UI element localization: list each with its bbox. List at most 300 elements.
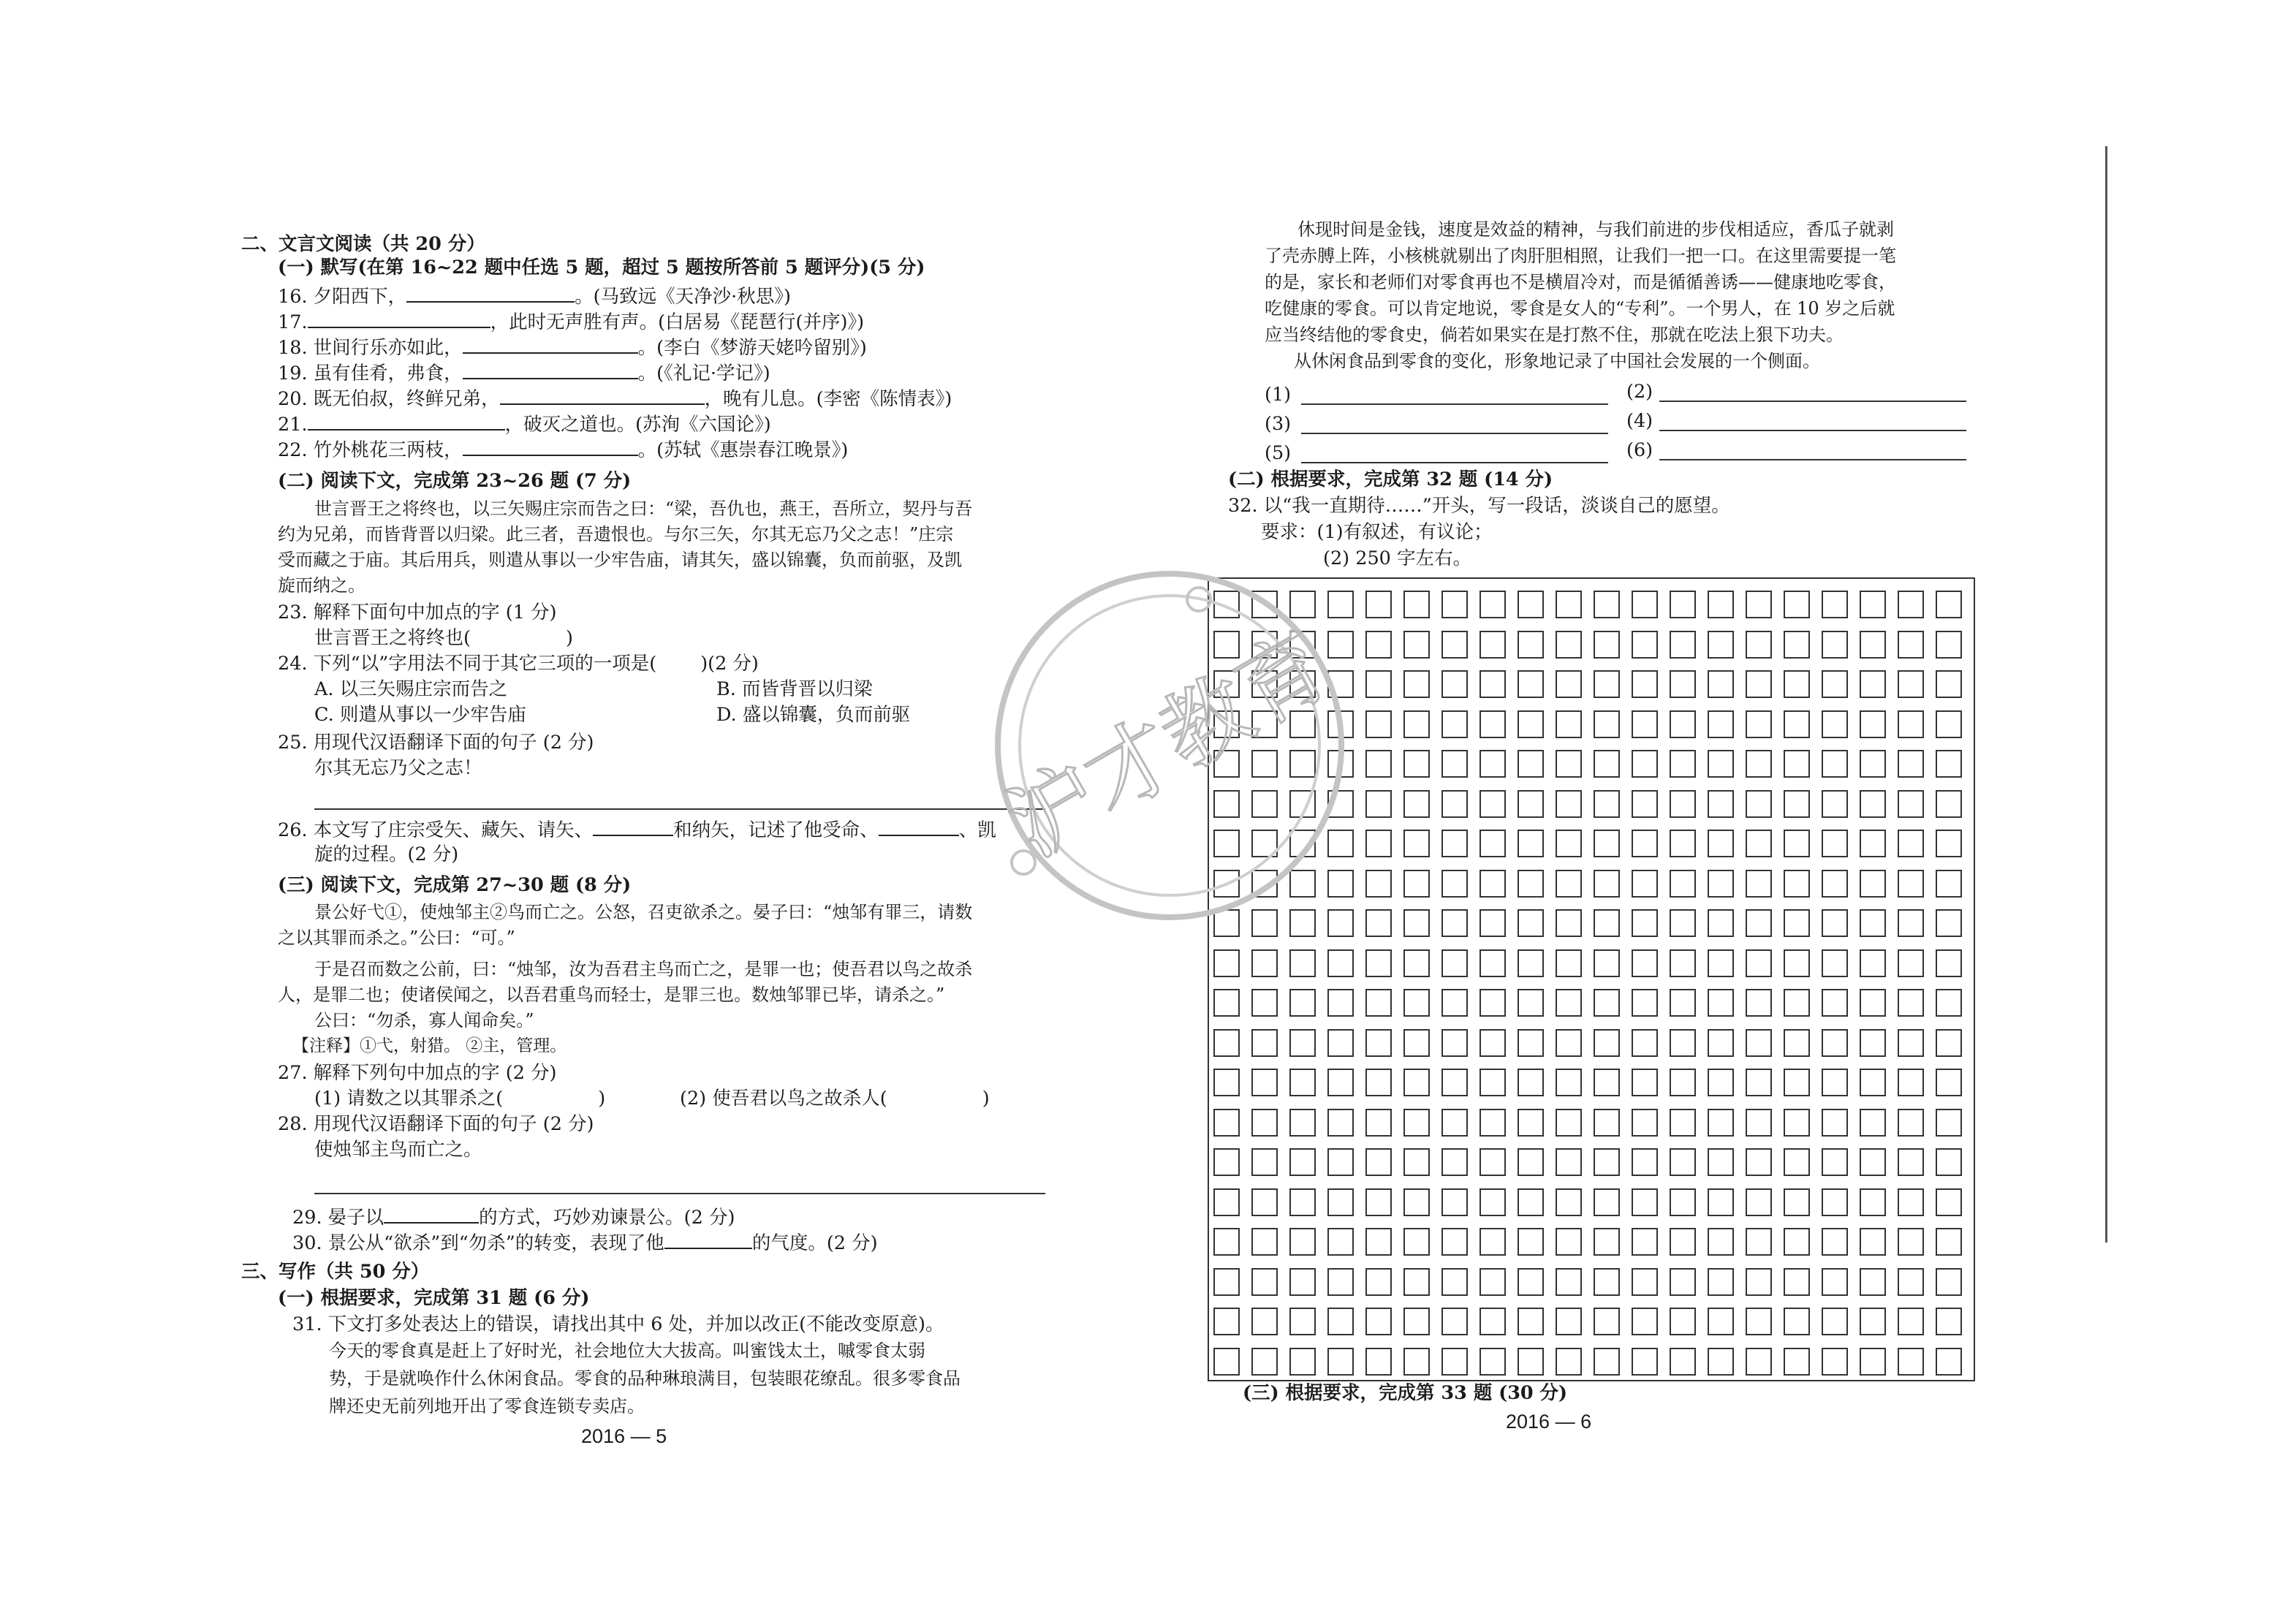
grid-cell[interactable] — [1403, 1188, 1430, 1216]
grid-cell[interactable] — [1708, 1268, 1734, 1296]
grid-cell[interactable] — [1746, 631, 1772, 659]
grid-cell[interactable] — [1632, 870, 1658, 898]
grid-cell[interactable] — [1822, 1148, 1848, 1176]
grid-cell[interactable] — [1784, 1029, 1810, 1057]
grid-cell[interactable] — [1289, 1348, 1316, 1376]
grid-cell[interactable] — [1327, 1188, 1354, 1216]
grid-cell[interactable] — [1365, 830, 1392, 857]
grid-cell[interactable] — [1898, 1029, 1924, 1057]
grid-cell[interactable] — [1403, 1069, 1430, 1096]
answer-2-line[interactable] — [1659, 401, 1966, 402]
answer-6-line[interactable] — [1659, 459, 1966, 460]
grid-cell[interactable] — [1365, 1109, 1392, 1137]
grid-cell[interactable] — [1822, 949, 1848, 977]
grid-cell[interactable] — [1479, 790, 1506, 818]
grid-cell[interactable] — [1479, 591, 1506, 618]
grid-cell[interactable] — [1594, 909, 1620, 937]
grid-cell[interactable] — [1594, 1308, 1620, 1335]
grid-cell[interactable] — [1936, 1069, 1962, 1096]
grid-cell[interactable] — [1403, 1348, 1430, 1376]
answer-1-line[interactable] — [1301, 403, 1608, 405]
grid-cell[interactable] — [1784, 830, 1810, 857]
grid-cell[interactable] — [1518, 1029, 1544, 1057]
grid-cell[interactable] — [1479, 870, 1506, 898]
grid-cell[interactable] — [1708, 1148, 1734, 1176]
grid-cell[interactable] — [1594, 591, 1620, 618]
grid-cell[interactable] — [1251, 1348, 1278, 1376]
grid-cell[interactable] — [1289, 1109, 1316, 1137]
grid-cell[interactable] — [1632, 1268, 1658, 1296]
grid-cell[interactable] — [1441, 1069, 1468, 1096]
grid-cell[interactable] — [1365, 1228, 1392, 1256]
grid-cell[interactable] — [1441, 1029, 1468, 1057]
grid-cell[interactable] — [1632, 1228, 1658, 1256]
grid-cell[interactable] — [1518, 989, 1544, 1017]
grid-cell[interactable] — [1822, 790, 1848, 818]
grid-cell[interactable] — [1594, 830, 1620, 857]
grid-cell[interactable] — [1708, 1029, 1734, 1057]
grid-cell[interactable] — [1670, 1268, 1696, 1296]
grid-cell[interactable] — [1746, 1348, 1772, 1376]
grid-cell[interactable] — [1518, 1268, 1544, 1296]
grid-cell[interactable] — [1670, 1348, 1696, 1376]
grid-cell[interactable] — [1898, 670, 1924, 698]
grid-cell[interactable] — [1556, 1268, 1582, 1296]
grid-cell[interactable] — [1860, 1148, 1886, 1176]
grid-cell[interactable] — [1213, 1109, 1240, 1137]
grid-cell[interactable] — [1479, 989, 1506, 1017]
grid-cell[interactable] — [1518, 830, 1544, 857]
grid-cell[interactable] — [1936, 1228, 1962, 1256]
grid-cell[interactable] — [1860, 710, 1886, 738]
grid-cell[interactable] — [1746, 830, 1772, 857]
grid-cell[interactable] — [1708, 949, 1734, 977]
grid-cell[interactable] — [1784, 1308, 1810, 1335]
grid-cell[interactable] — [1518, 1188, 1544, 1216]
grid-cell[interactable] — [1441, 670, 1468, 698]
grid-cell[interactable] — [1289, 1308, 1316, 1335]
grid-cell[interactable] — [1441, 1188, 1468, 1216]
grid-cell[interactable] — [1556, 591, 1582, 618]
grid-cell[interactable] — [1365, 1308, 1392, 1335]
grid-cell[interactable] — [1746, 710, 1772, 738]
grid-cell[interactable] — [1822, 1308, 1848, 1335]
grid-cell[interactable] — [1251, 1308, 1278, 1335]
grid-cell[interactable] — [1441, 1148, 1468, 1176]
grid-cell[interactable] — [1784, 909, 1810, 937]
grid-cell[interactable] — [1213, 1069, 1240, 1096]
grid-cell[interactable] — [1898, 1188, 1924, 1216]
grid-cell[interactable] — [1213, 989, 1240, 1017]
grid-cell[interactable] — [1441, 1228, 1468, 1256]
grid-cell[interactable] — [1518, 870, 1544, 898]
grid-cell[interactable] — [1556, 790, 1582, 818]
grid-cell[interactable] — [1670, 790, 1696, 818]
grid-cell[interactable] — [1479, 1188, 1506, 1216]
grid-cell[interactable] — [1632, 1148, 1658, 1176]
grid-cell[interactable] — [1365, 1148, 1392, 1176]
grid-cell[interactable] — [1365, 710, 1392, 738]
grid-cell[interactable] — [1746, 949, 1772, 977]
grid-cell[interactable] — [1708, 830, 1734, 857]
grid-cell[interactable] — [1670, 870, 1696, 898]
grid-cell[interactable] — [1860, 870, 1886, 898]
grid-cell[interactable] — [1860, 1188, 1886, 1216]
grid-cell[interactable] — [1213, 1348, 1240, 1376]
grid-cell[interactable] — [1708, 670, 1734, 698]
grid-cell[interactable] — [1784, 870, 1810, 898]
grid-cell[interactable] — [1670, 1109, 1696, 1137]
grid-cell[interactable] — [1708, 1188, 1734, 1216]
grid-cell[interactable] — [1632, 1069, 1658, 1096]
grid-cell[interactable] — [1518, 750, 1544, 778]
grid-cell[interactable] — [1518, 591, 1544, 618]
grid-cell[interactable] — [1289, 1188, 1316, 1216]
grid-cell[interactable] — [1822, 670, 1848, 698]
grid-cell[interactable] — [1365, 989, 1392, 1017]
grid-cell[interactable] — [1898, 1308, 1924, 1335]
grid-cell[interactable] — [1251, 1029, 1278, 1057]
grid-cell[interactable] — [1860, 1109, 1886, 1137]
grid-cell[interactable] — [1518, 949, 1544, 977]
grid-cell[interactable] — [1822, 870, 1848, 898]
grid-cell[interactable] — [1556, 1148, 1582, 1176]
grid-cell[interactable] — [1784, 1069, 1810, 1096]
grid-cell[interactable] — [1403, 949, 1430, 977]
grid-cell[interactable] — [1365, 591, 1392, 618]
grid-cell[interactable] — [1556, 989, 1582, 1017]
grid-cell[interactable] — [1822, 591, 1848, 618]
grid-cell[interactable] — [1632, 989, 1658, 1017]
grid-cell[interactable] — [1670, 1029, 1696, 1057]
grid-cell[interactable] — [1632, 1109, 1658, 1137]
grid-cell[interactable] — [1898, 710, 1924, 738]
grid-cell[interactable] — [1708, 989, 1734, 1017]
grid-cell[interactable] — [1479, 1268, 1506, 1296]
grid-cell[interactable] — [1441, 790, 1468, 818]
grid-cell[interactable] — [1365, 1348, 1392, 1376]
grid-cell[interactable] — [1403, 989, 1430, 1017]
grid-cell[interactable] — [1746, 591, 1772, 618]
grid-cell[interactable] — [1403, 830, 1430, 857]
grid-cell[interactable] — [1860, 790, 1886, 818]
grid-cell[interactable] — [1632, 750, 1658, 778]
grid-cell[interactable] — [1327, 989, 1354, 1017]
grid-cell[interactable] — [1403, 1308, 1430, 1335]
grid-cell[interactable] — [1936, 870, 1962, 898]
grid-cell[interactable] — [1403, 1268, 1430, 1296]
grid-cell[interactable] — [1594, 1268, 1620, 1296]
grid-cell[interactable] — [1518, 670, 1544, 698]
grid-cell[interactable] — [1556, 1188, 1582, 1216]
grid-cell[interactable] — [1365, 750, 1392, 778]
grid-cell[interactable] — [1479, 1029, 1506, 1057]
grid-cell[interactable] — [1632, 670, 1658, 698]
grid-cell[interactable] — [1327, 1348, 1354, 1376]
grid-cell[interactable] — [1403, 591, 1430, 618]
grid-cell[interactable] — [1822, 1268, 1848, 1296]
grid-cell[interactable] — [1213, 1188, 1240, 1216]
grid-cell[interactable] — [1936, 1109, 1962, 1137]
grid-cell[interactable] — [1556, 631, 1582, 659]
grid-cell[interactable] — [1822, 1069, 1848, 1096]
grid-cell[interactable] — [1594, 670, 1620, 698]
grid-cell[interactable] — [1479, 631, 1506, 659]
grid-cell[interactable] — [1936, 790, 1962, 818]
grid-cell[interactable] — [1746, 1069, 1772, 1096]
grid-cell[interactable] — [1403, 750, 1430, 778]
grid-cell[interactable] — [1556, 1029, 1582, 1057]
grid-cell[interactable] — [1441, 870, 1468, 898]
grid-cell[interactable] — [1327, 1029, 1354, 1057]
grid-cell[interactable] — [1479, 1109, 1506, 1137]
grid-cell[interactable] — [1632, 1188, 1658, 1216]
grid-cell[interactable] — [1822, 1109, 1848, 1137]
grid-cell[interactable] — [1898, 1148, 1924, 1176]
grid-cell[interactable] — [1403, 790, 1430, 818]
grid-cell[interactable] — [1479, 830, 1506, 857]
grid-cell[interactable] — [1518, 1228, 1544, 1256]
grid-cell[interactable] — [1289, 1029, 1316, 1057]
grid-cell[interactable] — [1594, 1148, 1620, 1176]
grid-cell[interactable] — [1556, 1228, 1582, 1256]
grid-cell[interactable] — [1632, 1029, 1658, 1057]
grid-cell[interactable] — [1784, 1268, 1810, 1296]
grid-cell[interactable] — [1594, 870, 1620, 898]
grid-cell[interactable] — [1784, 1228, 1810, 1256]
grid-cell[interactable] — [1327, 1228, 1354, 1256]
grid-cell[interactable] — [1746, 1308, 1772, 1335]
grid-cell[interactable] — [1441, 989, 1468, 1017]
grid-cell[interactable] — [1594, 1109, 1620, 1137]
grid-cell[interactable] — [1556, 1308, 1582, 1335]
grid-cell[interactable] — [1289, 949, 1316, 977]
grid-cell[interactable] — [1936, 909, 1962, 937]
grid-cell[interactable] — [1365, 870, 1392, 898]
grid-cell[interactable] — [1936, 949, 1962, 977]
grid-cell[interactable] — [1898, 1228, 1924, 1256]
grid-cell[interactable] — [1670, 710, 1696, 738]
grid-cell[interactable] — [1746, 790, 1772, 818]
grid-cell[interactable] — [1670, 1148, 1696, 1176]
grid-cell[interactable] — [1403, 1029, 1430, 1057]
grid-cell[interactable] — [1784, 750, 1810, 778]
grid-cell[interactable] — [1556, 1348, 1582, 1376]
grid-cell[interactable] — [1898, 949, 1924, 977]
grid-cell[interactable] — [1213, 1268, 1240, 1296]
grid-cell[interactable] — [1403, 909, 1430, 937]
grid-cell[interactable] — [1251, 1228, 1278, 1256]
grid-cell[interactable] — [1213, 1308, 1240, 1335]
grid-cell[interactable] — [1898, 750, 1924, 778]
grid-cell[interactable] — [1251, 1069, 1278, 1096]
grid-cell[interactable] — [1289, 1148, 1316, 1176]
grid-cell[interactable] — [1784, 1348, 1810, 1376]
grid-cell[interactable] — [1746, 989, 1772, 1017]
grid-cell[interactable] — [1365, 1268, 1392, 1296]
grid-cell[interactable] — [1898, 591, 1924, 618]
grid-cell[interactable] — [1708, 1109, 1734, 1137]
grid-cell[interactable] — [1860, 1069, 1886, 1096]
grid-cell[interactable] — [1213, 1148, 1240, 1176]
grid-cell[interactable] — [1708, 710, 1734, 738]
grid-cell[interactable] — [1479, 750, 1506, 778]
grid-cell[interactable] — [1746, 1188, 1772, 1216]
grid-cell[interactable] — [1327, 1148, 1354, 1176]
grid-cell[interactable] — [1822, 989, 1848, 1017]
grid-cell[interactable] — [1479, 949, 1506, 977]
grid-cell[interactable] — [1518, 710, 1544, 738]
grid-cell[interactable] — [1746, 750, 1772, 778]
grid-cell[interactable] — [1403, 1109, 1430, 1137]
grid-cell[interactable] — [1556, 870, 1582, 898]
grid-cell[interactable] — [1441, 949, 1468, 977]
grid-cell[interactable] — [1898, 870, 1924, 898]
grid-cell[interactable] — [1784, 1188, 1810, 1216]
grid-cell[interactable] — [1936, 1348, 1962, 1376]
grid-cell[interactable] — [1746, 1268, 1772, 1296]
grid-cell[interactable] — [1632, 1348, 1658, 1376]
grid-cell[interactable] — [1441, 1308, 1468, 1335]
grid-cell[interactable] — [1213, 949, 1240, 977]
grid-cell[interactable] — [1898, 1069, 1924, 1096]
grid-cell[interactable] — [1670, 670, 1696, 698]
grid-cell[interactable] — [1860, 989, 1886, 1017]
grid-cell[interactable] — [1556, 909, 1582, 937]
grid-cell[interactable] — [1784, 1109, 1810, 1137]
answer-3-line[interactable] — [1301, 433, 1608, 434]
grid-cell[interactable] — [1518, 1109, 1544, 1137]
grid-cell[interactable] — [1479, 670, 1506, 698]
grid-cell[interactable] — [1822, 1228, 1848, 1256]
grid-cell[interactable] — [1365, 631, 1392, 659]
grid-cell[interactable] — [1479, 1348, 1506, 1376]
grid-cell[interactable] — [1632, 830, 1658, 857]
grid-cell[interactable] — [1327, 1268, 1354, 1296]
grid-cell[interactable] — [1403, 631, 1430, 659]
grid-cell[interactable] — [1708, 870, 1734, 898]
grid-cell[interactable] — [1936, 830, 1962, 857]
grid-cell[interactable] — [1441, 750, 1468, 778]
grid-cell[interactable] — [1784, 989, 1810, 1017]
grid-cell[interactable] — [1746, 1109, 1772, 1137]
grid-cell[interactable] — [1670, 909, 1696, 937]
grid-cell[interactable] — [1594, 989, 1620, 1017]
grid-cell[interactable] — [1936, 591, 1962, 618]
grid-cell[interactable] — [1822, 830, 1848, 857]
grid-cell[interactable] — [1213, 1029, 1240, 1057]
grid-cell[interactable] — [1327, 949, 1354, 977]
grid-cell[interactable] — [1327, 1308, 1354, 1335]
grid-cell[interactable] — [1327, 1109, 1354, 1137]
grid-cell[interactable] — [1594, 1228, 1620, 1256]
grid-cell[interactable] — [1898, 909, 1924, 937]
grid-cell[interactable] — [1518, 1069, 1544, 1096]
grid-cell[interactable] — [1936, 631, 1962, 659]
grid-cell[interactable] — [1251, 1148, 1278, 1176]
grid-cell[interactable] — [1479, 1148, 1506, 1176]
grid-cell[interactable] — [1289, 989, 1316, 1017]
grid-cell[interactable] — [1365, 949, 1392, 977]
grid-cell[interactable] — [1556, 830, 1582, 857]
grid-cell[interactable] — [1822, 1188, 1848, 1216]
grid-cell[interactable] — [1365, 1069, 1392, 1096]
grid-cell[interactable] — [1479, 1069, 1506, 1096]
grid-cell[interactable] — [1441, 1109, 1468, 1137]
grid-cell[interactable] — [1822, 1348, 1848, 1376]
grid-cell[interactable] — [1289, 1069, 1316, 1096]
grid-cell[interactable] — [1670, 591, 1696, 618]
grid-cell[interactable] — [1898, 1109, 1924, 1137]
grid-cell[interactable] — [1670, 1228, 1696, 1256]
grid-cell[interactable] — [1936, 1268, 1962, 1296]
grid-cell[interactable] — [1479, 710, 1506, 738]
grid-cell[interactable] — [1784, 670, 1810, 698]
grid-cell[interactable] — [1594, 949, 1620, 977]
grid-cell[interactable] — [1708, 1348, 1734, 1376]
grid-cell[interactable] — [1860, 830, 1886, 857]
grid-cell[interactable] — [1632, 949, 1658, 977]
grid-cell[interactable] — [1632, 710, 1658, 738]
grid-cell[interactable] — [1898, 631, 1924, 659]
grid-cell[interactable] — [1708, 631, 1734, 659]
grid-cell[interactable] — [1365, 909, 1392, 937]
grid-cell[interactable] — [1860, 750, 1886, 778]
grid-cell[interactable] — [1860, 1029, 1886, 1057]
grid-cell[interactable] — [1936, 670, 1962, 698]
grid-cell[interactable] — [1251, 1268, 1278, 1296]
grid-cell[interactable] — [1784, 1148, 1810, 1176]
grid-cell[interactable] — [1708, 790, 1734, 818]
grid-cell[interactable] — [1479, 909, 1506, 937]
answer-4-line[interactable] — [1659, 430, 1966, 431]
grid-cell[interactable] — [1670, 1069, 1696, 1096]
grid-cell[interactable] — [1936, 989, 1962, 1017]
grid-cell[interactable] — [1365, 670, 1392, 698]
grid-cell[interactable] — [1860, 909, 1886, 937]
grid-cell[interactable] — [1898, 1268, 1924, 1296]
grid-cell[interactable] — [1594, 1069, 1620, 1096]
grid-cell[interactable] — [1822, 631, 1848, 659]
grid-cell[interactable] — [1822, 750, 1848, 778]
grid-cell[interactable] — [1213, 1228, 1240, 1256]
grid-cell[interactable] — [1518, 909, 1544, 937]
grid-cell[interactable] — [1784, 631, 1810, 659]
grid-cell[interactable] — [1518, 1148, 1544, 1176]
grid-cell[interactable] — [1556, 1109, 1582, 1137]
grid-cell[interactable] — [1594, 750, 1620, 778]
grid-cell[interactable] — [1556, 710, 1582, 738]
grid-cell[interactable] — [1556, 1069, 1582, 1096]
grid-cell[interactable] — [1670, 989, 1696, 1017]
grid-cell[interactable] — [1403, 710, 1430, 738]
grid-cell[interactable] — [1556, 670, 1582, 698]
grid-cell[interactable] — [1251, 949, 1278, 977]
grid-cell[interactable] — [1479, 1228, 1506, 1256]
grid-cell[interactable] — [1365, 1188, 1392, 1216]
grid-cell[interactable] — [1441, 591, 1468, 618]
grid-cell[interactable] — [1594, 790, 1620, 818]
grid-cell[interactable] — [1518, 1308, 1544, 1335]
grid-cell[interactable] — [1936, 1188, 1962, 1216]
grid-cell[interactable] — [1594, 631, 1620, 659]
grid-cell[interactable] — [1822, 710, 1848, 738]
grid-cell[interactable] — [1251, 1109, 1278, 1137]
grid-cell[interactable] — [1251, 989, 1278, 1017]
grid-cell[interactable] — [1670, 750, 1696, 778]
grid-cell[interactable] — [1518, 631, 1544, 659]
grid-cell[interactable] — [1746, 1148, 1772, 1176]
